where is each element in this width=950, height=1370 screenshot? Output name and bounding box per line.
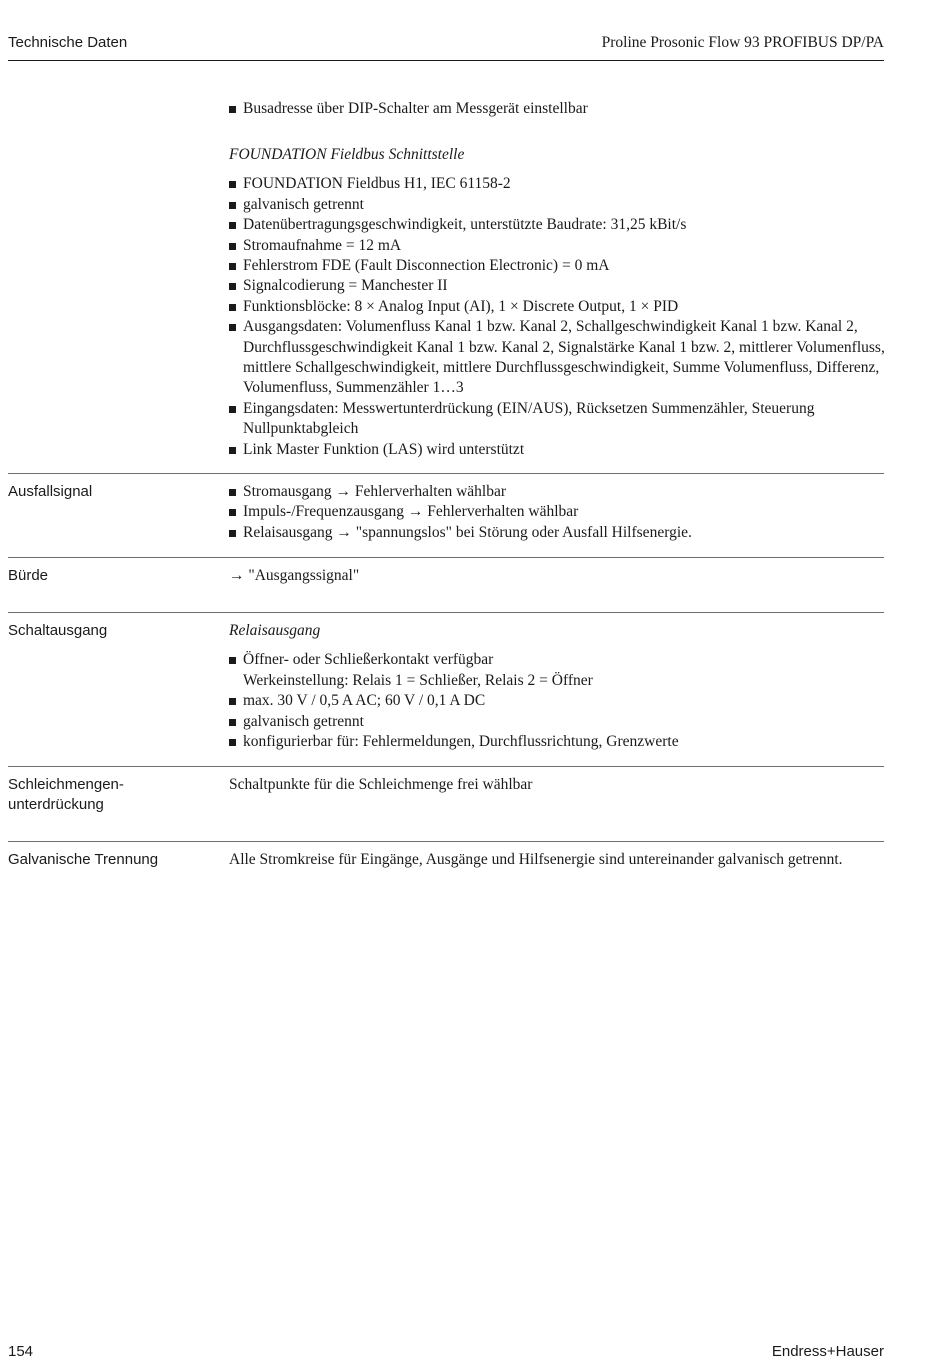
bullet-icon bbox=[229, 304, 236, 311]
list-item-text: Funktionsblöcke: 8 × Analog Input (AI), 1 × Discrete Output, 1 × PID bbox=[243, 297, 679, 315]
list-item bbox=[229, 256, 885, 276]
bullet-icon bbox=[229, 406, 236, 413]
ausfallsignal-content bbox=[229, 482, 885, 543]
intro-section bbox=[229, 99, 885, 119]
list-item bbox=[229, 215, 885, 235]
foundation-heading: FOUNDATION Fieldbus Schnittstelle bbox=[229, 146, 465, 163]
galvanisch-label: Galvanische Trennung bbox=[8, 851, 159, 868]
list-item-text: Eingangsdaten: Messwertunterdrückung (EIN/AUS), Rücksetzen Summenzähler, Steuerung Nullpunktabgleich bbox=[243, 399, 815, 438]
list-item bbox=[229, 440, 885, 460]
list-item-continuation bbox=[229, 671, 885, 691]
list-item-text: Link Master Funktion (LAS) wird unterstützt bbox=[243, 440, 525, 458]
schaltausgang-list bbox=[229, 650, 885, 752]
header-section-title: Technische Daten bbox=[8, 34, 128, 51]
bullet-icon bbox=[229, 489, 236, 496]
buerde-text: → "Ausgangssignal" bbox=[229, 567, 360, 584]
list-item bbox=[229, 99, 885, 119]
intro-list bbox=[229, 99, 885, 119]
list-item bbox=[229, 650, 885, 670]
list-item bbox=[229, 691, 885, 711]
bullet-icon bbox=[229, 222, 236, 229]
bullet-icon bbox=[229, 447, 236, 454]
schleichmengen-label-line2: unterdrückung bbox=[8, 796, 104, 814]
bullet-icon bbox=[229, 657, 236, 664]
bullet-icon bbox=[229, 739, 236, 746]
bullet-icon bbox=[229, 181, 236, 188]
list-item-text: Werkeinstellung: Relais 1 = Schließer, Relais 2 = Öffner bbox=[243, 671, 593, 689]
list-item-text: Öffner- oder Schließerkontakt verfügbar bbox=[243, 651, 494, 669]
header-product-title: Proline Prosonic Flow 93 PROFIBUS DP/PA bbox=[601, 34, 884, 51]
list-item bbox=[229, 236, 885, 256]
bullet-icon bbox=[229, 324, 236, 331]
list-item bbox=[229, 174, 885, 194]
ausfallsignal-label: Ausfallsignal bbox=[8, 483, 93, 500]
schaltausgang-content bbox=[229, 621, 885, 752]
list-item-text: Busadresse über DIP-Schalter am Messgerät einstellbar bbox=[243, 100, 588, 117]
list-item-text: Impuls-/Frequenzausgang → Fehlerverhalten wählbar bbox=[243, 503, 579, 521]
list-item-text: Fehlerstrom FDE (Fault Disconnection Electronic) = 0 mA bbox=[243, 257, 610, 275]
buerde-label: Bürde bbox=[8, 567, 49, 584]
list-item-text: max. 30 V / 0,5 A AC; 60 V / 0,1 A DC bbox=[243, 692, 486, 710]
page-number: 154 bbox=[8, 1343, 34, 1360]
section-divider bbox=[8, 612, 884, 613]
list-item-text: Stromaufnahme = 12 mA bbox=[243, 236, 402, 254]
bullet-icon bbox=[229, 202, 236, 209]
list-item-text: Ausgangsdaten: Volumenfluss Kanal 1 bzw. Kanal 2, Schallgeschwindigkeit Kanal 1 bzw. Kanal 2, Durchflussgeschwindigkeit Kanal 1 bzw. Kanal 2, Signalstärke Kanal 1 bzw. 2, mittlerer Volumenfluss, mittlere Schallgeschwindigkeit, mittlere Durchflussgeschwindigkeit, Summe Volumenfluss, Differenz, Volumenfluss, Summenzähler 1…3 bbox=[243, 318, 885, 397]
schleichmengen-text: Schaltpunkte für die Schleichmenge frei wählbar bbox=[229, 776, 533, 793]
list-item-text: FOUNDATION Fieldbus H1, IEC 61158-2 bbox=[243, 175, 511, 193]
list-item-text: galvanisch getrennt bbox=[243, 195, 364, 213]
schleichmengen-label bbox=[8, 775, 208, 816]
list-item-text: konfigurierbar für: Fehlermeldungen, Durchflussrichtung, Grenzwerte bbox=[243, 733, 679, 751]
relaisausgang-heading: Relaisausgang bbox=[229, 622, 321, 639]
list-item bbox=[229, 712, 885, 732]
list-item-text: Datenübertragungsgeschwindigkeit, unterstützte Baudrate: 31,25 kBit/s bbox=[243, 216, 687, 234]
section-divider bbox=[8, 557, 884, 558]
schaltausgang-label: Schaltausgang bbox=[8, 622, 108, 639]
list-item bbox=[229, 523, 885, 543]
list-item bbox=[229, 399, 885, 440]
bullet-icon bbox=[229, 698, 236, 705]
foundation-section bbox=[229, 145, 885, 460]
list-item bbox=[229, 732, 885, 752]
bullet-icon bbox=[229, 530, 236, 537]
list-item bbox=[229, 502, 885, 522]
list-item bbox=[229, 317, 885, 399]
section-divider bbox=[8, 841, 884, 842]
bullet-icon bbox=[229, 263, 236, 270]
bullet-icon bbox=[229, 509, 236, 516]
bullet-icon bbox=[229, 106, 236, 113]
footer-brand: Endress+Hauser bbox=[771, 1343, 884, 1360]
schleichmengen-label-line1: Schleichmengen- bbox=[8, 776, 124, 793]
foundation-list bbox=[229, 174, 885, 460]
bullet-icon bbox=[229, 719, 236, 726]
list-item-text: Relaisausgang → "spannungslos" bei Störung oder Ausfall Hilfsenergie. bbox=[243, 523, 692, 541]
list-item-text: Stromausgang → Fehlerverhalten wählbar bbox=[243, 483, 506, 500]
bullet-icon bbox=[229, 243, 236, 250]
header-rule bbox=[8, 60, 884, 61]
section-divider bbox=[8, 473, 884, 474]
list-item bbox=[229, 195, 885, 215]
list-item bbox=[229, 482, 885, 502]
ausfallsignal-list bbox=[229, 482, 885, 543]
bullet-icon bbox=[229, 283, 236, 290]
galvanisch-text: Alle Stromkreise für Eingänge, Ausgänge und Hilfsenergie sind untereinander galvanisch getrennt. bbox=[229, 851, 843, 868]
section-divider bbox=[8, 766, 884, 767]
list-item-text: Signalcodierung = Manchester II bbox=[243, 277, 448, 295]
list-item bbox=[229, 297, 885, 317]
list-item-text: galvanisch getrennt bbox=[243, 712, 364, 730]
list-item bbox=[229, 276, 885, 296]
